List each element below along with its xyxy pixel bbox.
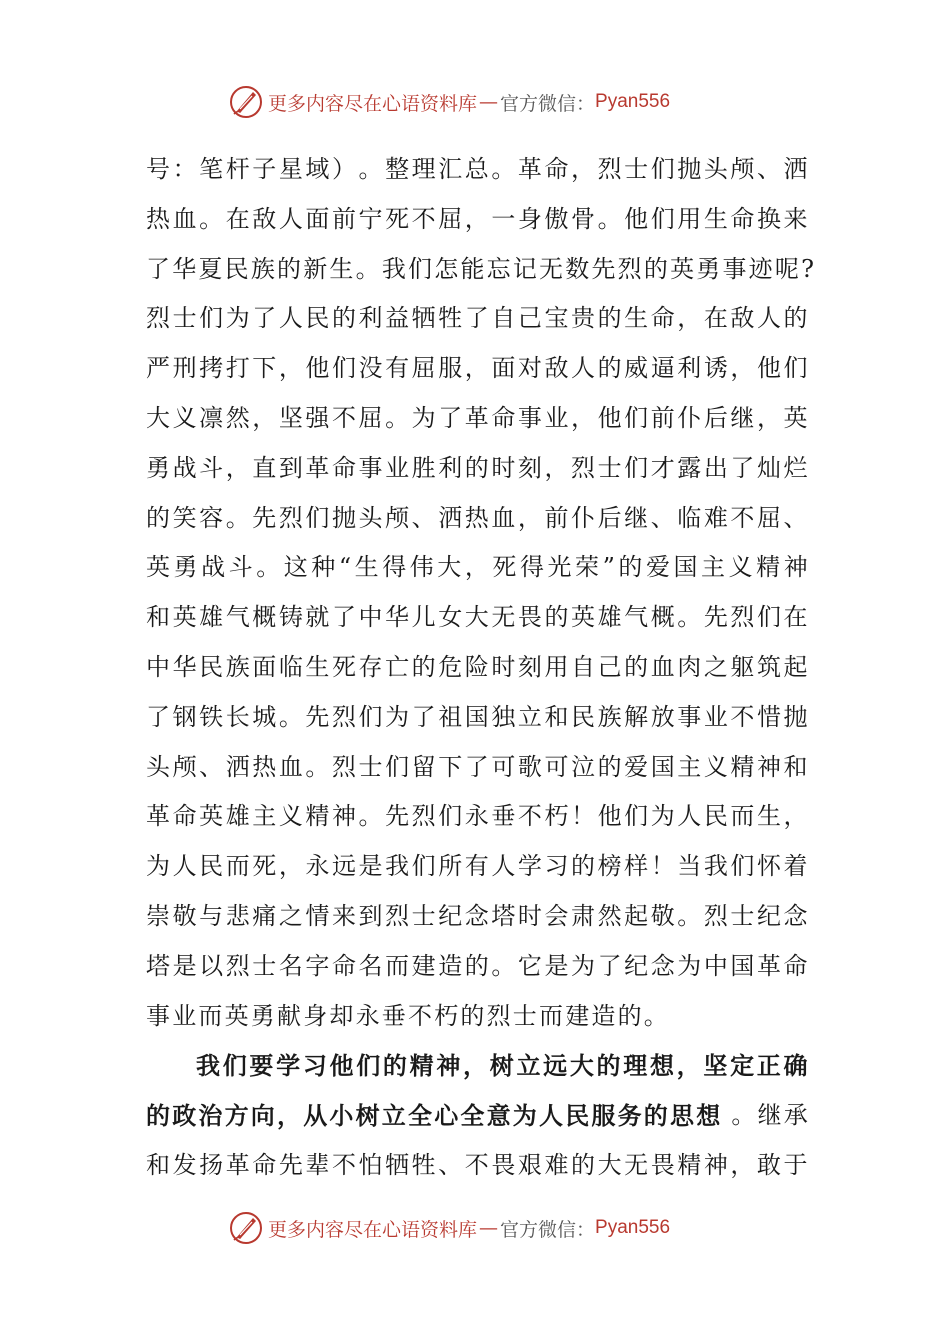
text-line: 塔 是 以 烈 士 名 字 命 名 而 建 造 的 。 它 是 为 了 纪 念 为 中 国 革 命 [146, 951, 810, 980]
text-line: 烈 士 们 为 了 人 民 的 利 益 牺 牲 了 自 己 宝 贵 的 生 命 ， 在 敌 人 的 [146, 304, 810, 333]
bold-paragraph-line: 我 们 要 学 习 他 们 的 精 神 ， 树 立 远 大 的 理 想 ， 坚 定 正 确 [196, 1051, 810, 1081]
text-line: 了 钢 铁 长 城 。 先 烈 们 为 了 祖 国 独 立 和 民 族 解 放 事 业 不 惜 抛 [146, 702, 810, 731]
text-line: 英 勇 战 斗 。 这 种 “ 生 得 伟 大 ， 死 得 光 荣 ” 的 爱 国 主 义 精 神 [146, 553, 810, 582]
header-wechat-label: 官方微信： [500, 92, 596, 115]
regular-text: 。继承 [731, 1101, 810, 1130]
text-line: 头 颅 、 洒 热 血 。 烈 士 们 留 下 了 可 歌 可 泣 的 爱 国 主 义 精 神 和 [146, 752, 810, 781]
text-line: 崇 敬 与 悲 痛 之 情 来 到 烈 士 纪 念 塔 时 会 肃 然 起 敬 。 烈 士 纪 念 [146, 901, 810, 930]
text-line: 中 华 民 族 面 临 生 死 存 亡 的 危 险 时 刻 用 自 己 的 血 肉 之 躯 筑 起 [146, 652, 810, 681]
mixed-paragraph-line [146, 1091, 810, 1141]
quill-logo-icon [228, 84, 264, 120]
footer-brand: 更多内容尽在心语资料库 [268, 1218, 478, 1241]
quill-logo-icon [228, 1210, 264, 1246]
footer-banner [228, 1208, 748, 1248]
text-line: 号 ： 笔 杆 子 星 域 ） 。 整 理 汇 总 。 革 命 ， 烈 士 们 抛 头 颅 、 洒 [146, 155, 810, 183]
text-line: 和 英 雄 气 概 铸 就 了 中 华 儿 女 大 无 畏 的 英 雄 气 概 。 先 烈 们 在 [146, 603, 810, 632]
text-line: 和 发 扬 革 命 先 辈 不 怕 牺 牲 、 不 畏 艰 难 的 大 无 畏 精 神 ， 敢 于 [146, 1150, 810, 1179]
header-separator: — [479, 91, 499, 113]
text-line: 革 命 英 雄 主 义 精 神 。 先 烈 们 永 垂 不 朽 ！ 他 们 为 人 民 而 生 ， [146, 802, 810, 831]
header-banner [228, 82, 748, 122]
header-wechat-id: Pyan556 [595, 91, 671, 112]
footer-separator: — [479, 1217, 499, 1239]
text-line: 热 血 。 在 敌 人 面 前 宁 死 不 屈 ， 一 身 傲 骨 。 他 们 用 生 命 换 来 [146, 204, 810, 233]
text-line: 大 义 凛 然 ， 坚 强 不 屈 。 为 了 革 命 事 业 ， 他 们 前 仆 后 继 ， 英 [146, 403, 810, 432]
text-line: 了 华 夏 民 族 的 新 生 。 我 们 怎 能 忘 记 无 数 先 烈 的 英 勇 事 迹 呢 ? [146, 254, 817, 283]
footer-wechat-label: 官方微信： [500, 1218, 596, 1241]
text-line: 为 人 民 而 死 ， 永 远 是 我 们 所 有 人 学 习 的 榜 样 ！ 当 我 们 怀 着 [146, 852, 810, 881]
text-line: 勇 战 斗 ， 直 到 革 命 事 业 胜 利 的 时 刻 ， 烈 士 们 才 露 出 了 灿 烂 [146, 453, 810, 482]
footer-wechat-id: Pyan556 [595, 1217, 671, 1238]
text-line: 的 笑 容 。 先 烈 们 抛 头 颅 、 洒 热 血 ， 前 仆 后 继 、 临 难 不 屈 、 [146, 503, 810, 532]
text-line: 事业而英勇献身却永垂不朽的烈士而建造的。 [146, 1001, 670, 1030]
text-line: 严 刑 拷 打 下 ， 他 们 没 有 屈 服 ， 面 对 敌 人 的 威 逼 利 诱 ， 他 们 [146, 354, 810, 383]
header-brand: 更多内容尽在心语资料库 [268, 92, 478, 115]
document-body [146, 145, 817, 1191]
bold-text: 的政治方向，从小树立全心全意为人民服务的思想 [146, 1101, 723, 1131]
